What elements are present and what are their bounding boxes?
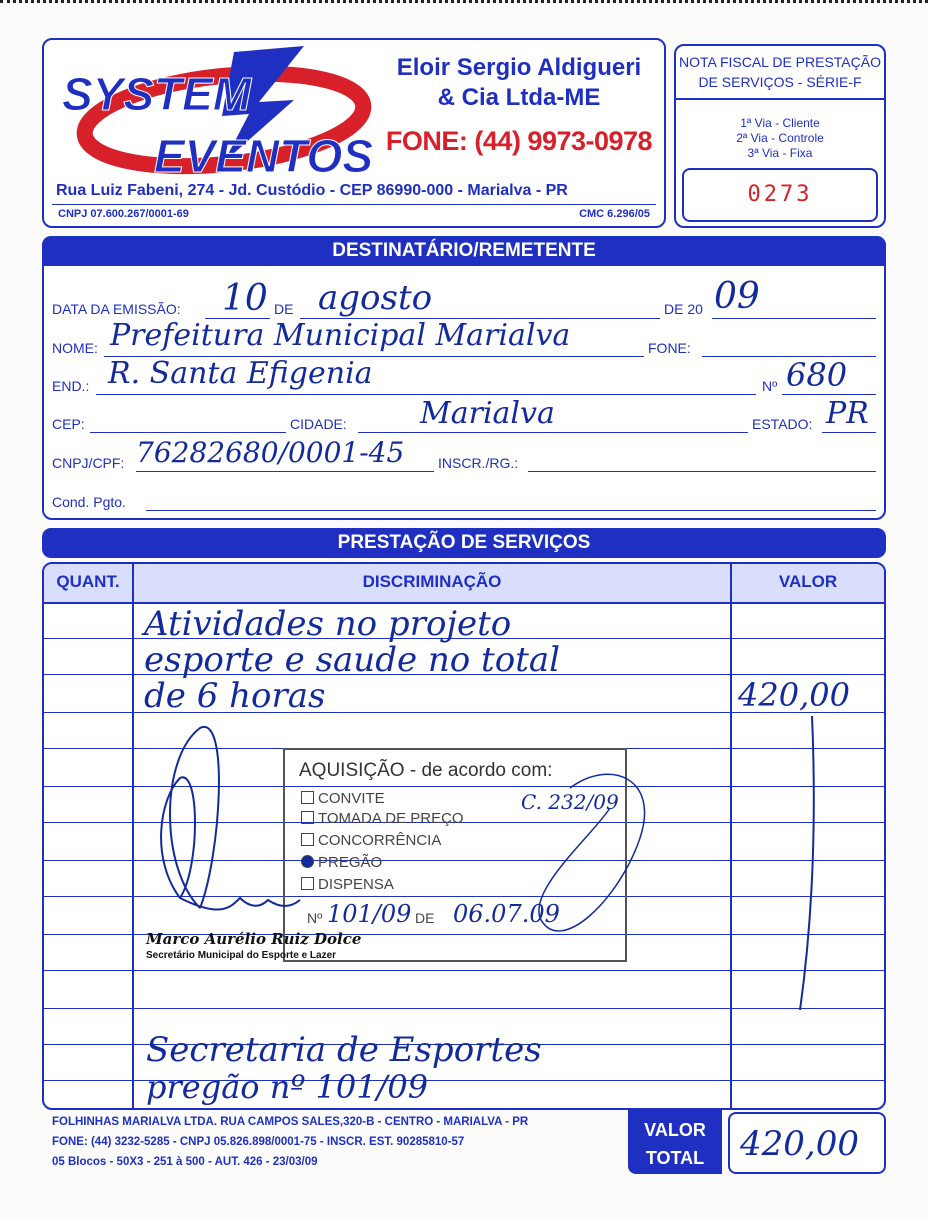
- line-inscr: [528, 471, 876, 472]
- col-header-valor: VALOR: [778, 572, 838, 591]
- line-cnpj: [136, 471, 434, 472]
- invoice-title-line2: DE SERVIÇOS - SÉRIE-F: [698, 74, 862, 90]
- invoice-id-box: [674, 44, 886, 228]
- company-cmc: CMC 6.296/05: [579, 208, 650, 220]
- via-3: 3ª Via - Fixa: [747, 146, 813, 160]
- line-address: [96, 394, 756, 395]
- invoice-number-frame: [682, 168, 878, 222]
- line-cond-pgto: [146, 510, 876, 511]
- signature-role: Secretário Municipal do Esporte e Lazer: [146, 950, 337, 961]
- table-row-line: [44, 970, 884, 971]
- line-year: [712, 318, 876, 319]
- company-name-line2: & Cia Ltda-ME: [437, 84, 601, 111]
- perforation-edge: [0, 0, 928, 7]
- stamp-bottom-date: 06.07.09: [453, 900, 560, 928]
- svg-text:EVENTOS: EVENTOS: [154, 130, 373, 182]
- col-header-desc: DISCRIMINAÇÃO: [362, 572, 502, 591]
- stamp-option-label: TOMADA DE PREÇO: [318, 810, 464, 827]
- printer-line-2: FONE: (44) 3232-5285 - CNPJ 05.826.898/0001-75 - INSCR. EST. 90285810-57: [52, 1136, 465, 1148]
- stamp-option-label: DISPENSA: [318, 876, 394, 893]
- recipient-section-title: DESTINATÁRIO/REMETENTE: [42, 236, 886, 266]
- company-header: [42, 38, 666, 228]
- total-label-1: VALOR: [644, 1120, 706, 1140]
- label-cidade: CIDADE:: [290, 416, 347, 432]
- via-1: 1ª Via - Cliente: [740, 116, 820, 130]
- label-cep: CEP:: [52, 416, 85, 432]
- label-num: Nº: [762, 378, 778, 394]
- label-estado: ESTADO:: [752, 416, 813, 432]
- invoice-divider: [676, 98, 884, 100]
- label-cnpj: CNPJ/CPF:: [52, 455, 125, 471]
- stamp-bottom-de: DE: [415, 910, 435, 926]
- stamp-option-label: CONCORRÊNCIA: [318, 832, 442, 849]
- company-cnpj: CNPJ 07.600.267/0001-69: [58, 208, 189, 220]
- value-day: 10: [222, 278, 268, 319]
- value-state: PR: [826, 396, 869, 431]
- stamp-option-label: PREGÃO: [318, 854, 383, 871]
- total-label-2: TOTAL: [645, 1148, 705, 1168]
- value-address: R. Santa Efigenia: [108, 356, 373, 391]
- col-header-quant: QUANT.: [56, 572, 120, 591]
- total-label-box: [628, 1110, 722, 1174]
- label-de-2: DE 20: [664, 301, 703, 317]
- company-address: Rua Luiz Fabeni, 274 - Jd. Custódio - CEP 86990-000 - Marialva - PR: [56, 182, 568, 199]
- services-section-title: PRESTAÇÃO DE SERVIÇOS: [42, 528, 886, 558]
- stamp-bottom-no: Nº: [307, 910, 323, 926]
- invoice-number: 0273: [747, 182, 813, 207]
- system-eventos-logo: [54, 42, 374, 190]
- col-divider-2: [730, 564, 732, 1108]
- handwritten-signature: [140, 718, 660, 948]
- company-phone: FONE: (44) 9973-0978: [385, 126, 653, 156]
- label-de-1: DE: [274, 301, 294, 317]
- line-state: [822, 432, 876, 433]
- label-cond-pgto: Cond. Pgto.: [52, 494, 126, 510]
- stamp-bottom-num: 101/09: [327, 900, 412, 928]
- line-number: [782, 394, 876, 395]
- value-name: Prefeitura Municipal Marialva: [110, 318, 571, 353]
- signature-name: Marco Aurélio Ruiz Dolce: [146, 930, 362, 948]
- svg-text:SYSTEM: SYSTEM: [62, 68, 252, 120]
- table-row-line: [44, 1008, 884, 1009]
- line-city: [358, 432, 748, 433]
- stamp-convite-note: C. 232/09: [521, 790, 619, 814]
- stamp-title: AQUISIÇÃO - de acordo com:: [299, 760, 553, 781]
- value-month: agosto: [318, 278, 433, 318]
- value-number: 680: [786, 356, 848, 394]
- stamp-option-label: CONVITE: [318, 790, 385, 807]
- label-end: END.:: [52, 378, 90, 394]
- service-footer-line-2: pregão nº 101/09: [146, 1068, 429, 1106]
- service-footer-line-1: Secretaria de Esportes: [146, 1030, 542, 1070]
- total-value: 420,00: [740, 1124, 859, 1164]
- service-line-3: de 6 horas: [144, 676, 326, 716]
- service-line-1: Atividades no projeto: [144, 604, 512, 644]
- service-line-2: esporte e saude no total: [144, 640, 561, 680]
- label-inscr: INSCR./RG.:: [438, 455, 519, 471]
- label-fone: FONE:: [648, 340, 691, 356]
- value-city: Marialva: [420, 396, 555, 431]
- printer-line-3: 05 Blocos - 50X3 - 251 à 500 - AUT. 426 - 23/03/09: [52, 1156, 318, 1168]
- company-name-line1: Eloir Sergio Aldigueri: [396, 54, 642, 81]
- label-date-emission: DATA DA EMISSÃO:: [52, 301, 181, 317]
- printer-info: [44, 1110, 624, 1172]
- header-divider: [52, 204, 656, 205]
- col-divider-1: [132, 564, 134, 1108]
- invoice-title-line1: NOTA FISCAL DE PRESTAÇÃO: [678, 54, 881, 70]
- label-name: NOME:: [52, 340, 98, 356]
- service-value: 420,00: [738, 676, 850, 714]
- value-cnpj: 76282680/0001-45: [136, 436, 405, 469]
- via-2: 2ª Via - Controle: [736, 131, 824, 145]
- value-year: 09: [714, 276, 760, 317]
- line-cep: [90, 432, 286, 433]
- printer-line-1: FOLHINHAS MARIALVA LTDA. RUA CAMPOS SALES,320-B - CENTRO - MARIALVA - PR: [52, 1116, 529, 1128]
- value-column-stroke: [790, 710, 830, 1020]
